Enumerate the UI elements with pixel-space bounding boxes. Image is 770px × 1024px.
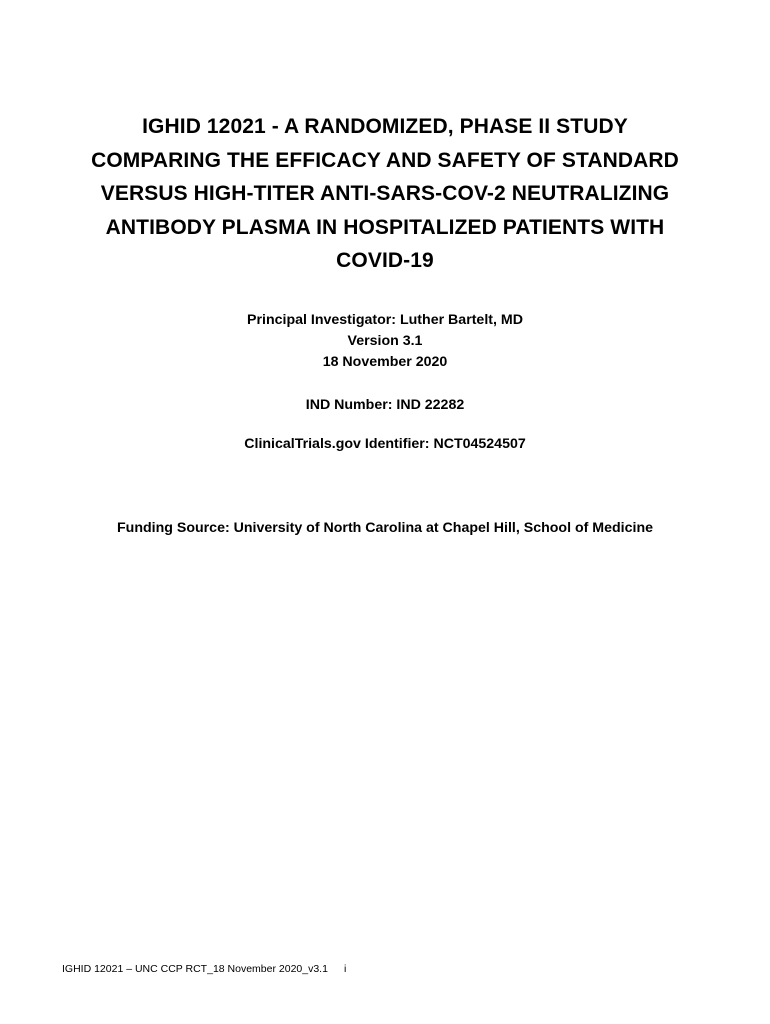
footer-page-number: i xyxy=(343,963,347,975)
title-line-3: VERSUS HIGH-TITER ANTI-SARS-COV-2 NEUTRALIZING xyxy=(100,182,670,205)
clinicaltrials-identifier: ClinicalTrials.gov Identifier: NCT04524507 xyxy=(244,436,526,452)
document-date: 18 November 2020 xyxy=(322,354,448,370)
title-line-1: IGHID 12021 - A RANDOMIZED, PHASE II STUDY xyxy=(142,115,628,138)
ind-number: IND Number: IND 22282 xyxy=(305,397,465,413)
version-label: Version 3.1 xyxy=(347,333,423,349)
title-line-4: ANTIBODY PLASMA IN HOSPITALIZED PATIENTS WITH xyxy=(105,215,665,239)
title-line-2: COMPARING THE EFFICACY AND SAFETY OF STANDARD xyxy=(91,148,679,172)
document-title xyxy=(60,110,710,278)
funding-source: Funding Source: University of North Carolina at Chapel Hill, School of Medicine xyxy=(116,520,654,536)
investigator-block xyxy=(0,310,770,373)
principal-investigator: Principal Investigator: Luther Bartelt, MD xyxy=(247,312,523,328)
title-line-5: COVID-19 xyxy=(336,249,434,272)
footer-text: IGHID 12021 – UNC CCP RCT_18 November 2020_v3.1 xyxy=(62,963,328,975)
page-footer xyxy=(62,962,346,976)
